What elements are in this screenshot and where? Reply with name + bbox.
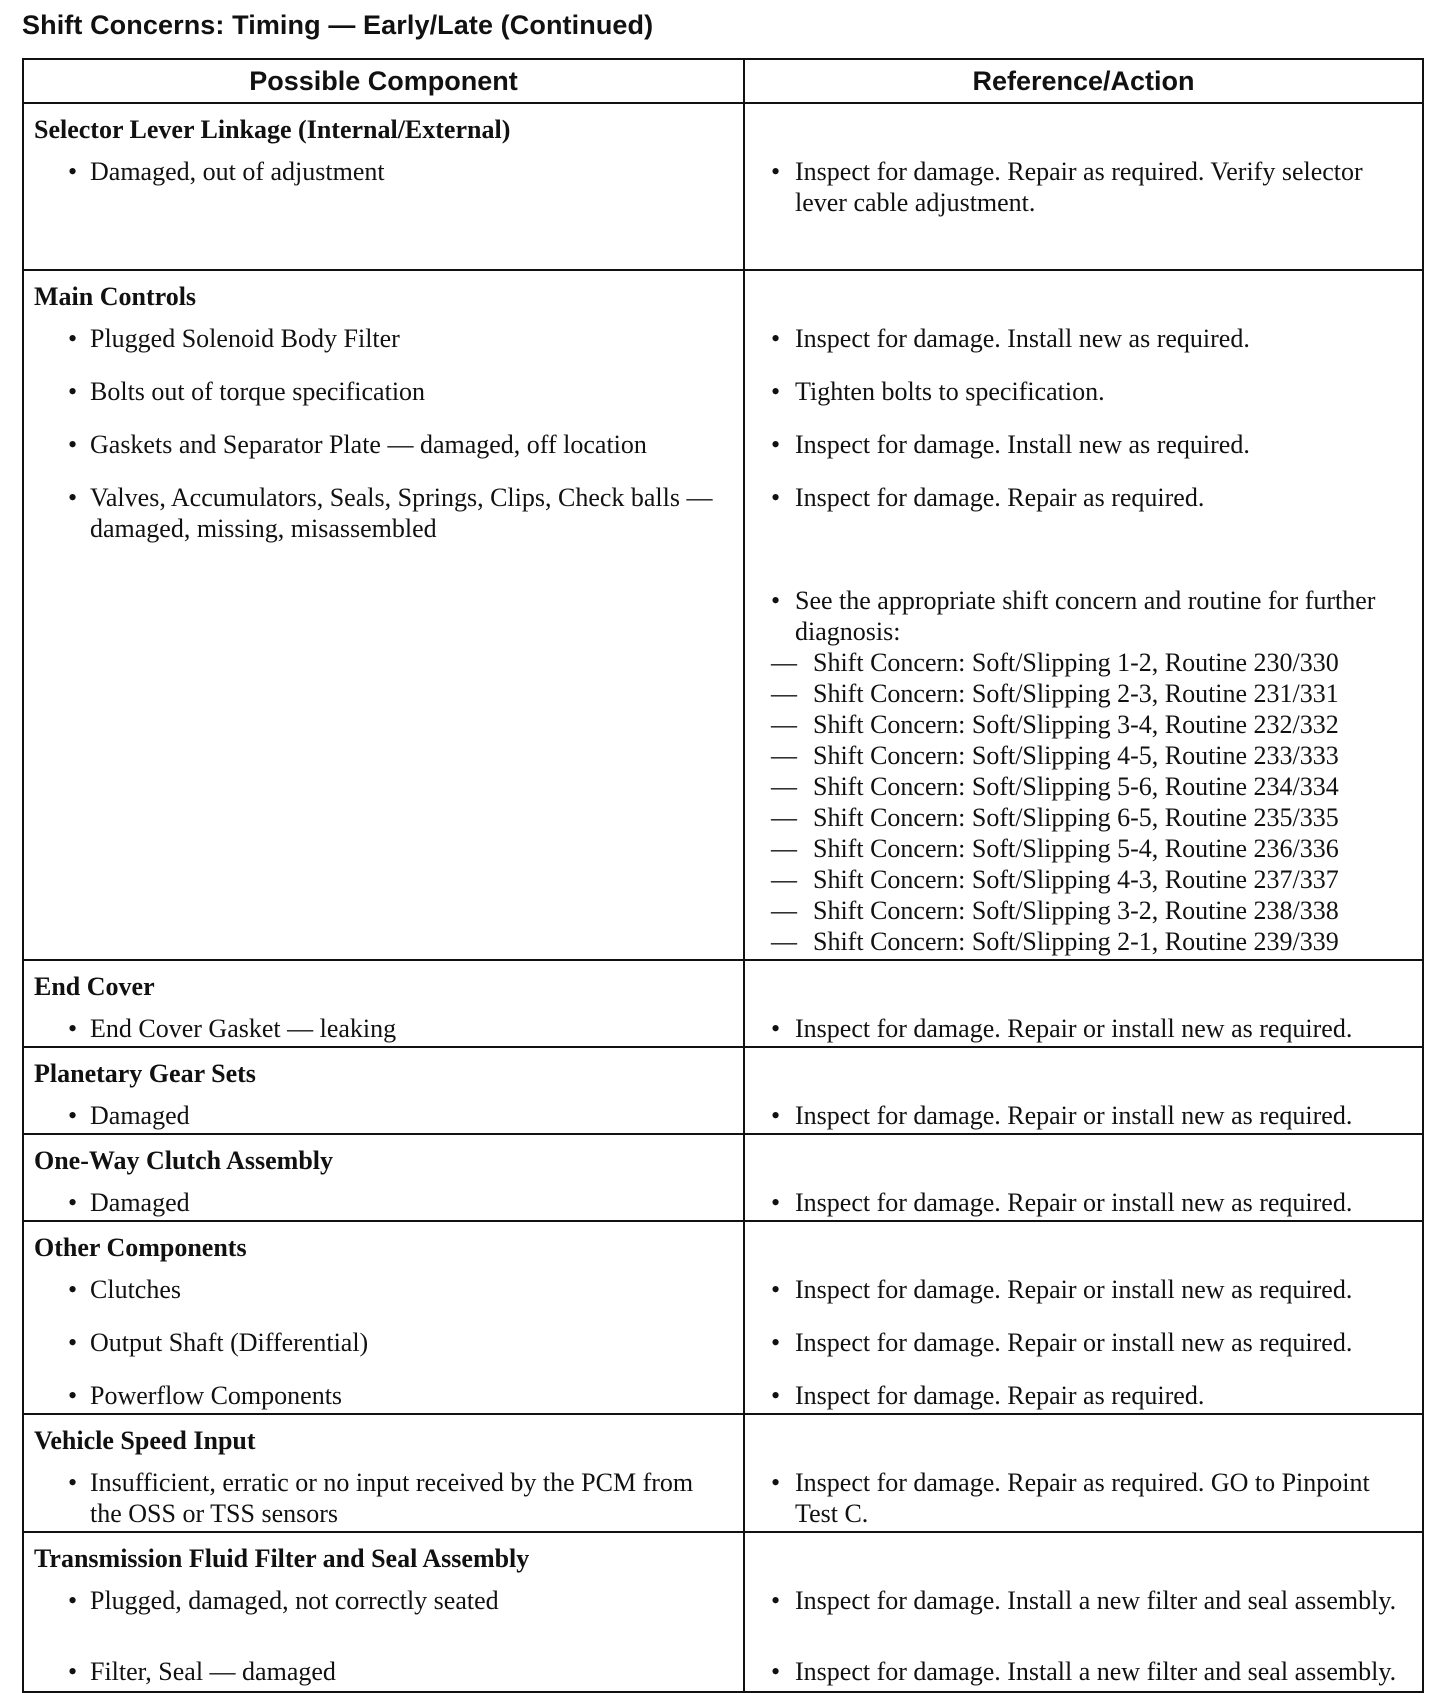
bullet-icon: •	[68, 483, 78, 512]
bullet-icon: •	[68, 430, 78, 459]
section-row	[23, 1221, 1423, 1414]
section-heading: Other Components	[34, 1233, 247, 1262]
dash-icon: —	[771, 927, 797, 956]
action-item	[755, 1467, 1412, 1529]
section-heading: Planetary Gear Sets	[34, 1059, 256, 1088]
bullet-icon: •	[771, 1101, 781, 1130]
section-heading: Vehicle Speed Input	[34, 1426, 256, 1455]
component-item	[34, 1100, 733, 1131]
component-item	[34, 1274, 733, 1316]
action-item	[755, 1380, 1412, 1411]
component-text: Damaged	[90, 1101, 190, 1130]
action-text: Inspect for damage. Repair or install new as required.	[795, 1101, 1353, 1130]
bullet-icon: •	[771, 483, 781, 512]
component-item	[34, 156, 733, 267]
section-row	[23, 960, 1423, 1047]
dash-icon: —	[771, 710, 797, 739]
bullet-icon: •	[771, 1188, 781, 1217]
bullet-icon: •	[771, 430, 781, 459]
bullet-icon: •	[68, 1101, 78, 1130]
action-item	[755, 376, 1412, 418]
action-item	[755, 1585, 1412, 1645]
action-cell	[744, 1414, 1423, 1532]
component-text: Clutches	[90, 1275, 181, 1304]
dash-icon: —	[771, 896, 797, 925]
section-row	[23, 1134, 1423, 1221]
routine-item	[771, 771, 1412, 802]
component-cell	[23, 1047, 744, 1134]
routine-text: Shift Concern: Soft/Slipping 4-3, Routine 237/337	[813, 865, 1339, 894]
routine-text: Shift Concern: Soft/Slipping 2-3, Routine 231/331	[813, 679, 1339, 708]
action-item	[755, 585, 1412, 647]
component-text: Valves, Accumulators, Seals, Springs, Clips, Check balls — damaged, missing, misassembled	[90, 483, 713, 543]
action-cell	[744, 270, 1423, 960]
routine-list	[755, 647, 1412, 957]
component-text: Bolts out of torque specification	[90, 377, 426, 406]
routine-item	[771, 864, 1412, 895]
bullet-icon: •	[771, 1275, 781, 1304]
section-row	[23, 1414, 1423, 1532]
page-title: Shift Concerns: Timing — Early/Late (Continued)	[22, 10, 654, 40]
header-reference-action: Reference/Action	[744, 59, 1423, 103]
component-cell	[23, 1134, 744, 1221]
bullet-icon: •	[68, 1586, 78, 1615]
component-cell	[23, 270, 744, 960]
section-heading: Transmission Fluid Filter and Seal Assembly	[34, 1544, 530, 1573]
diagnosis-table	[22, 58, 1424, 1693]
action-cell	[744, 103, 1423, 270]
component-text: Plugged Solenoid Body Filter	[90, 324, 400, 353]
bullet-icon: •	[68, 1275, 78, 1304]
component-item	[34, 323, 733, 365]
component-item	[34, 376, 733, 418]
dash-icon: —	[771, 679, 797, 708]
action-text: Inspect for damage. Install new as required.	[795, 324, 1250, 353]
action-text: Inspect for damage. Repair as required.	[795, 1381, 1205, 1410]
action-text: Inspect for damage. Repair as required.	[795, 483, 1205, 512]
bullet-icon: •	[68, 324, 78, 353]
action-text: Inspect for damage. Repair as required. Verify selector lever cable adjustment.	[795, 157, 1363, 217]
component-item	[34, 482, 733, 574]
routine-text: Shift Concern: Soft/Slipping 1-2, Routine 230/330	[813, 648, 1339, 677]
routine-text: Shift Concern: Soft/Slipping 3-4, Routine 232/332	[813, 710, 1339, 739]
action-text: Inspect for damage. Install new as required.	[795, 430, 1250, 459]
component-text: Damaged	[90, 1188, 190, 1217]
bullet-icon: •	[68, 1014, 78, 1043]
bullet-icon: •	[771, 377, 781, 406]
action-text: Inspect for damage. Repair or install new as required.	[795, 1275, 1353, 1304]
component-item	[34, 1187, 733, 1218]
component-item	[34, 1585, 733, 1645]
section-heading: Main Controls	[34, 282, 197, 311]
action-item	[755, 1013, 1412, 1044]
component-item	[34, 1013, 733, 1044]
component-cell	[23, 960, 744, 1047]
component-text: Filter, Seal — damaged	[90, 1657, 336, 1686]
component-text: Damaged, out of adjustment	[90, 157, 385, 186]
component-item	[34, 1380, 733, 1411]
routine-text: Shift Concern: Soft/Slipping 5-6, Routine 234/334	[813, 772, 1339, 801]
action-item	[755, 1656, 1412, 1689]
header-possible-component: Possible Component	[23, 59, 744, 103]
dash-icon: —	[771, 741, 797, 770]
section-heading: One-Way Clutch Assembly	[34, 1146, 334, 1175]
bullet-icon: •	[68, 1381, 78, 1410]
dash-icon: —	[771, 772, 797, 801]
component-cell	[23, 103, 744, 270]
section-heading: Selector Lever Linkage (Internal/External)	[34, 115, 511, 144]
action-cell	[744, 1134, 1423, 1221]
section-heading: End Cover	[34, 972, 155, 1001]
dash-icon: —	[771, 834, 797, 863]
component-item	[34, 1656, 733, 1689]
component-text: End Cover Gasket — leaking	[90, 1014, 397, 1043]
action-item	[755, 1187, 1412, 1218]
routine-item	[771, 647, 1412, 678]
routine-item	[771, 740, 1412, 771]
routine-item	[771, 709, 1412, 740]
routine-item	[771, 833, 1412, 864]
action-item	[755, 482, 1412, 574]
bullet-icon: •	[68, 1188, 78, 1217]
section-row	[23, 1532, 1423, 1692]
component-item	[34, 429, 733, 471]
routine-text: Shift Concern: Soft/Slipping 4-5, Routine 233/333	[813, 741, 1339, 770]
bullet-icon: •	[771, 1657, 781, 1686]
component-text: Powerflow Components	[90, 1381, 343, 1410]
dash-icon: —	[771, 865, 797, 894]
bullet-icon: •	[771, 1014, 781, 1043]
action-text: See the appropriate shift concern and routine for further diagnosis:	[795, 586, 1376, 646]
routine-text: Shift Concern: Soft/Slipping 5-4, Routine 236/336	[813, 834, 1339, 863]
bullet-icon: •	[771, 1328, 781, 1357]
dash-icon: —	[771, 648, 797, 677]
component-text: Gaskets and Separator Plate — damaged, off location	[90, 430, 647, 459]
bullet-icon: •	[771, 586, 781, 615]
component-cell	[23, 1414, 744, 1532]
bullet-icon: •	[771, 1586, 781, 1615]
action-text: Inspect for damage. Repair or install new as required.	[795, 1014, 1353, 1043]
routine-item	[771, 678, 1412, 709]
action-text: Tighten bolts to specification.	[795, 377, 1105, 406]
action-text: Inspect for damage. Repair as required. GO to Pinpoint Test C.	[795, 1468, 1370, 1528]
bullet-icon: •	[771, 324, 781, 353]
bullet-icon: •	[68, 157, 78, 186]
table-body	[23, 103, 1423, 1692]
bullet-icon: •	[68, 1657, 78, 1686]
action-item	[755, 429, 1412, 471]
action-cell	[744, 1532, 1423, 1692]
bullet-icon: •	[68, 1468, 78, 1497]
section-row	[23, 103, 1423, 270]
routine-text: Shift Concern: Soft/Slipping 2-1, Routine 239/339	[813, 927, 1339, 956]
routine-item	[771, 895, 1412, 926]
component-text: Plugged, damaged, not correctly seated	[90, 1586, 499, 1615]
action-item	[755, 1327, 1412, 1369]
bullet-icon: •	[771, 1381, 781, 1410]
action-cell	[744, 960, 1423, 1047]
action-item	[755, 156, 1412, 267]
action-cell	[744, 1221, 1423, 1414]
routine-item	[771, 926, 1412, 957]
component-text: Output Shaft (Differential)	[90, 1328, 369, 1357]
component-cell	[23, 1221, 744, 1414]
section-row	[23, 1047, 1423, 1134]
section-row	[23, 270, 1423, 960]
routine-text: Shift Concern: Soft/Slipping 6-5, Routine 235/335	[813, 803, 1339, 832]
action-cell	[744, 1047, 1423, 1134]
bullet-icon: •	[771, 1468, 781, 1497]
action-item	[755, 323, 1412, 365]
action-text: Inspect for damage. Repair or install new as required.	[795, 1328, 1353, 1357]
routine-text: Shift Concern: Soft/Slipping 3-2, Routine 238/338	[813, 896, 1339, 925]
routine-item	[771, 802, 1412, 833]
action-text: Inspect for damage. Install a new filter and seal assembly.	[795, 1657, 1397, 1686]
dash-icon: —	[771, 803, 797, 832]
component-cell	[23, 1532, 744, 1692]
component-item	[34, 1467, 733, 1529]
component-text: Insufficient, erratic or no input received by the PCM from the OSS or TSS sensors	[90, 1468, 694, 1528]
action-text: Inspect for damage. Repair or install new as required.	[795, 1188, 1353, 1217]
action-item	[755, 1274, 1412, 1316]
action-item	[755, 1100, 1412, 1131]
table-header-row	[23, 59, 1423, 103]
action-text: Inspect for damage. Install a new filter and seal assembly.	[795, 1586, 1397, 1615]
bullet-icon: •	[68, 377, 78, 406]
component-item	[34, 1327, 733, 1369]
bullet-icon: •	[68, 1328, 78, 1357]
bullet-icon: •	[771, 157, 781, 186]
